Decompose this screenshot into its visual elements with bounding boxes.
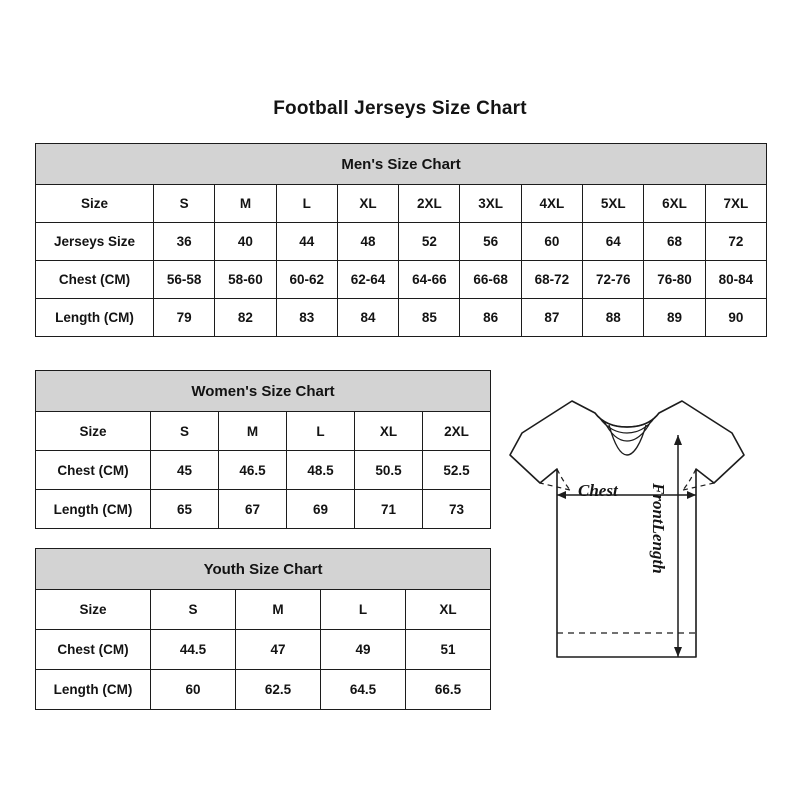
table-cell: 45 xyxy=(151,451,219,490)
table-cell: 84 xyxy=(337,299,398,337)
table-cell: 36 xyxy=(154,223,215,261)
mens-size-chart-table xyxy=(35,143,767,337)
table-cell: 60 xyxy=(151,670,236,710)
column-header: 5XL xyxy=(583,185,644,223)
table-cell: 88 xyxy=(583,299,644,337)
table-cell: 82 xyxy=(215,299,276,337)
table-row xyxy=(36,299,767,337)
row-label: Chest (CM) xyxy=(36,261,154,299)
column-header: XL xyxy=(337,185,398,223)
table-cell: 87 xyxy=(521,299,582,337)
youth-size-chart-table xyxy=(35,548,491,710)
length-arrow-bottom xyxy=(674,647,682,657)
table-cell: 83 xyxy=(276,299,337,337)
column-header: 2XL xyxy=(423,412,491,451)
right-sleeve-hem xyxy=(683,483,714,490)
table-cell: 85 xyxy=(399,299,460,337)
shirt-outline xyxy=(510,401,744,657)
front-length-measure-label: FrontLength xyxy=(649,483,668,574)
table-cell: 48.5 xyxy=(287,451,355,490)
row-label: Length (CM) xyxy=(36,670,151,710)
column-header: L xyxy=(287,412,355,451)
column-header: XL xyxy=(355,412,423,451)
tshirt-icon xyxy=(500,395,790,695)
table-cell: 64-66 xyxy=(399,261,460,299)
row-label: Length (CM) xyxy=(36,299,154,337)
table-cell: 80-84 xyxy=(705,261,766,299)
youth-chart-title: Youth Size Chart xyxy=(36,549,491,590)
column-header: M xyxy=(219,412,287,451)
right-sleeve-seam xyxy=(683,469,696,490)
column-header: M xyxy=(236,590,321,630)
table-row xyxy=(36,630,491,670)
table-cell: 52 xyxy=(399,223,460,261)
column-header: 6XL xyxy=(644,185,705,223)
table-cell: 40 xyxy=(215,223,276,261)
table-cell: 64 xyxy=(583,223,644,261)
table-cell: 89 xyxy=(644,299,705,337)
table-cell: 68 xyxy=(644,223,705,261)
table-cell: 49 xyxy=(321,630,406,670)
column-header: Size xyxy=(36,185,154,223)
page-title: Football Jerseys Size Chart xyxy=(273,98,527,119)
table-cell: 52.5 xyxy=(423,451,491,490)
row-label: Jerseys Size xyxy=(36,223,154,261)
chest-arrow-right xyxy=(687,491,696,499)
table-cell: 62-64 xyxy=(337,261,398,299)
table-cell: 58-60 xyxy=(215,261,276,299)
row-label: Chest (CM) xyxy=(36,630,151,670)
column-header: 4XL xyxy=(521,185,582,223)
row-label: Chest (CM) xyxy=(36,451,151,490)
table-cell: 44 xyxy=(276,223,337,261)
chest-arrow-left xyxy=(557,491,566,499)
table-row xyxy=(36,670,491,710)
length-arrow-top xyxy=(674,435,682,445)
table-row xyxy=(36,451,491,490)
table-cell: 79 xyxy=(154,299,215,337)
table-cell: 69 xyxy=(287,490,355,529)
table-cell: 86 xyxy=(460,299,521,337)
table-row xyxy=(36,490,491,529)
column-header: 7XL xyxy=(705,185,766,223)
table-cell: 76-80 xyxy=(644,261,705,299)
table-cell: 72 xyxy=(705,223,766,261)
table-section-header xyxy=(36,549,491,590)
table-section-header xyxy=(36,371,491,412)
table-cell: 46.5 xyxy=(219,451,287,490)
table-cell: 50.5 xyxy=(355,451,423,490)
row-label: Length (CM) xyxy=(36,490,151,529)
column-header: XL xyxy=(406,590,491,630)
table-cell: 90 xyxy=(705,299,766,337)
collar-mid xyxy=(599,417,655,433)
column-header: Size xyxy=(36,412,151,451)
table-cell: 68-72 xyxy=(521,261,582,299)
column-header: Size xyxy=(36,590,151,630)
table-row xyxy=(36,223,767,261)
table-cell: 51 xyxy=(406,630,491,670)
left-sleeve-hem xyxy=(540,483,570,490)
table-header-row xyxy=(36,412,491,451)
column-header: M xyxy=(215,185,276,223)
table-cell: 62.5 xyxy=(236,670,321,710)
table-cell: 73 xyxy=(423,490,491,529)
table-cell: 66.5 xyxy=(406,670,491,710)
table-cell: 56 xyxy=(460,223,521,261)
table-cell: 65 xyxy=(151,490,219,529)
column-header: 3XL xyxy=(460,185,521,223)
mens-chart-title: Men's Size Chart xyxy=(36,144,767,185)
table-row xyxy=(36,261,767,299)
column-header: L xyxy=(321,590,406,630)
table-cell: 47 xyxy=(236,630,321,670)
womens-chart-title: Women's Size Chart xyxy=(36,371,491,412)
column-header: S xyxy=(151,590,236,630)
column-header: S xyxy=(151,412,219,451)
table-section-header xyxy=(36,144,767,185)
table-cell: 60-62 xyxy=(276,261,337,299)
table-header-row xyxy=(36,590,491,630)
table-cell: 64.5 xyxy=(321,670,406,710)
chest-measure-label: Chest xyxy=(578,481,618,500)
table-cell: 71 xyxy=(355,490,423,529)
table-cell: 72-76 xyxy=(583,261,644,299)
table-header-row xyxy=(36,185,767,223)
column-header: L xyxy=(276,185,337,223)
column-header: 2XL xyxy=(399,185,460,223)
table-cell: 67 xyxy=(219,490,287,529)
table-cell: 60 xyxy=(521,223,582,261)
womens-size-chart-table xyxy=(35,370,491,529)
column-header: S xyxy=(154,185,215,223)
table-cell: 48 xyxy=(337,223,398,261)
table-cell: 66-68 xyxy=(460,261,521,299)
table-cell: 56-58 xyxy=(154,261,215,299)
tshirt-measurement-figure xyxy=(500,395,790,695)
table-cell: 44.5 xyxy=(151,630,236,670)
